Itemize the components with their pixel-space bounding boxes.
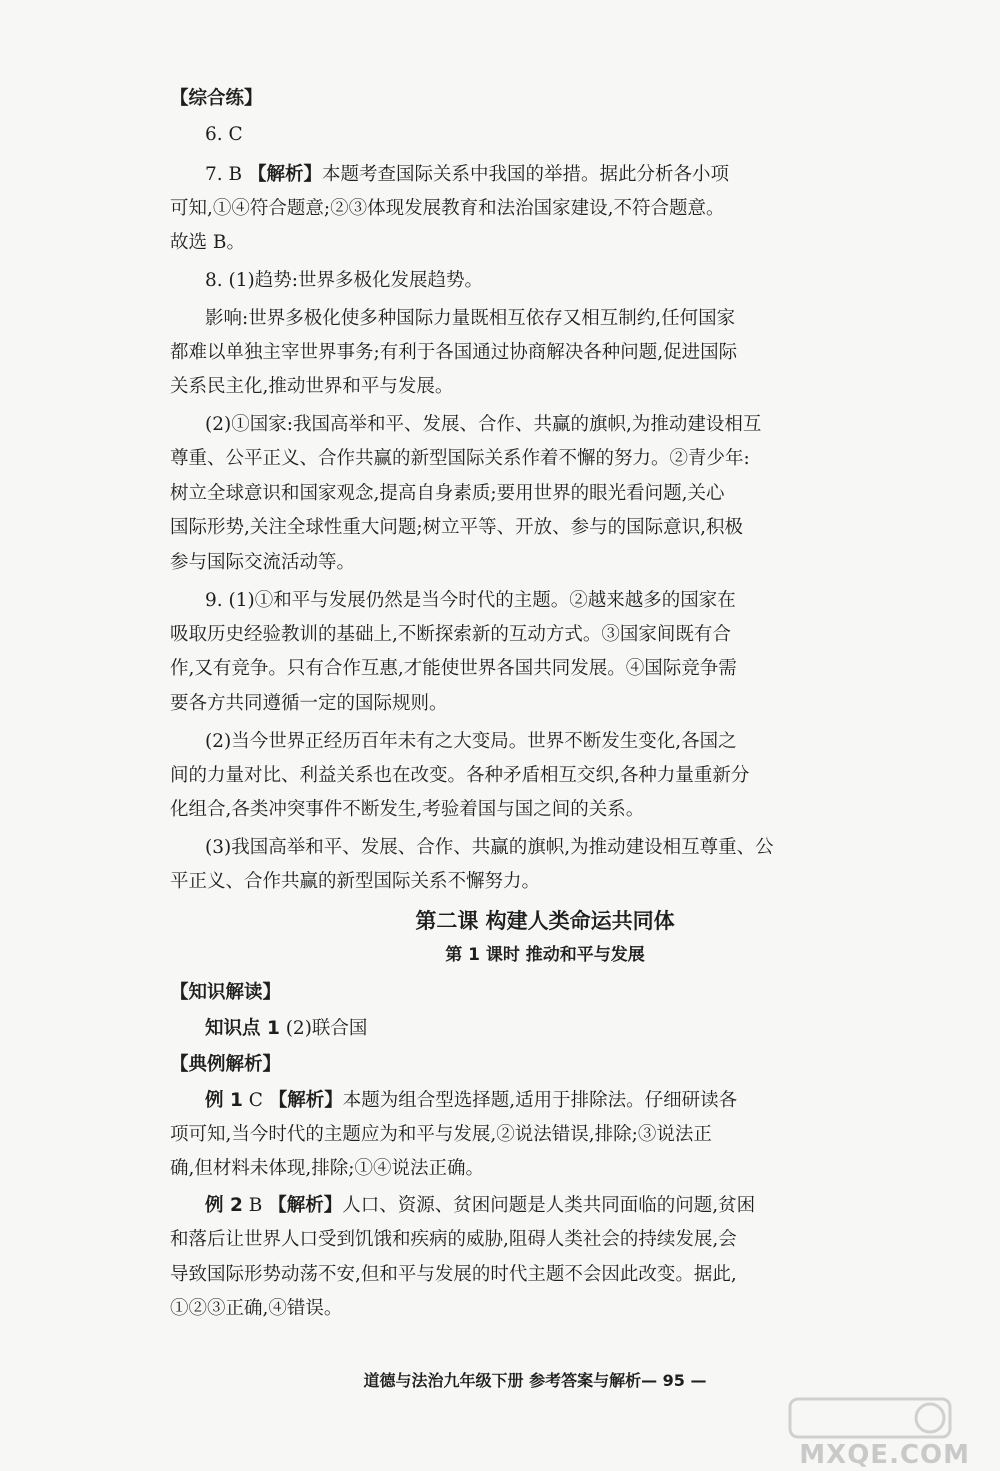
answer-q7-line2: 可知,①④符合题意;②③体现发展教育和法治国家建设,不符合题意。	[170, 198, 725, 219]
example-2-line3: 导致国际形势动荡不安,但和平与发展的时代主题不会因此改变。据此,	[170, 1264, 737, 1285]
answer-q6: 6. C	[205, 124, 243, 145]
period-title: 第 1 课时 推动和平与发展	[445, 945, 645, 965]
section-heading-knowledge: 【知识解读】	[170, 982, 282, 1003]
watermark-text: MXQE.COM	[799, 1440, 970, 1470]
knowledge-point-1: 知识点 1 (2)联合国	[205, 1018, 368, 1039]
example-1-line3: 确,但材料未体现,排除;①④说法正确。	[170, 1158, 484, 1179]
answer-q8-line9: 参与国际交流活动等。	[170, 552, 356, 573]
example-2-line1: 例 2 B 【解析】人口、资源、贫困问题是人类共同面临的问题,贫困	[205, 1195, 756, 1216]
answer-q9-line2: 吸取历史经验教训的基础上,不断探索新的互动方式。③国家间既有合	[170, 624, 731, 645]
answer-q9-line9: 平正义、合作共赢的新型国际关系不懈努力。	[170, 871, 541, 892]
answer-q8-line5: (2)①国家:我国高举和平、发展、合作、共赢的旗帜,为推动建设相互	[205, 414, 762, 435]
answer-q8-line8: 国际形势,关注全球性重大问题;树立平等、开放、参与的国际意识,积极	[170, 517, 743, 538]
answer-q9-line8: (3)我国高举和平、发展、合作、共赢的旗帜,为推动建设相互尊重、公	[205, 837, 774, 858]
answer-q8-line3: 都难以单独主宰世界事务;有利于各国通过协商解决各种问题,促进国际	[170, 342, 738, 363]
section-heading-examples: 【典例解析】	[170, 1054, 282, 1075]
example-2-line4: ①②③正确,④错误。	[170, 1298, 343, 1319]
example-1-line1: 例 1 C 【解析】本题为组合型选择题,适用于排除法。仔细研读各	[205, 1090, 738, 1111]
answer-q7-line3: 故选 B。	[170, 232, 245, 253]
analysis-tag: 【解析】	[248, 164, 323, 185]
answer-q8-line7: 树立全球意识和国家观念,提高自身素质;要用世界的眼光看问题,关心	[170, 483, 725, 504]
example-1-line2: 项可知,当今时代的主题应为和平与发展,②说法错误,排除;③说法正	[170, 1124, 712, 1145]
answer-q8-line1: 8. (1)趋势:世界多极化发展趋势。	[205, 270, 483, 291]
answer-q7-line1: 7. B 【解析】本题考查国际关系中我国的举措。据此分析各小项	[205, 164, 730, 185]
answer-q8-line2: 影响:世界多极化使多种国际力量既相互依存又相互制约,任何国家	[205, 308, 736, 329]
lesson-title: 第二课 构建人类命运共同体	[415, 909, 675, 933]
analysis-tag: 【解析】	[268, 1195, 343, 1216]
section-heading-comprehensive: 【综合练】	[170, 88, 263, 109]
answer-q9-line5: (2)当今世界正经历百年未有之大变局。世界不断发生变化,各国之	[205, 731, 737, 752]
answer-q8-line6: 尊重、公平正义、合作共赢的新型国际关系作着不懈的努力。②青少年:	[170, 448, 750, 469]
answer-q9-line7: 化组合,各类冲突事件不断发生,考验着国与国之间的关系。	[170, 799, 645, 820]
answer-q8-line4: 关系民主化,推动世界和平与发展。	[170, 376, 454, 397]
answer-q9-line3: 作,又有竞争。只有合作互惠,才能使世界各国共同发展。④国际竞争需	[170, 658, 737, 679]
example-2-line2: 和落后让世界人口受到饥饿和疾病的威胁,阻碍人类社会的持续发展,会	[170, 1229, 737, 1250]
page-footer: 道德与法治九年级下册 参考答案与解析— 95 —	[363, 1371, 707, 1390]
analysis-tag: 【解析】	[268, 1090, 343, 1111]
answer-q9-line6: 间的力量对比、利益关系也在改变。各种矛盾相互交织,各种力量重新分	[170, 765, 750, 786]
answer-q9-line1: 9. (1)①和平与发展仍然是当今时代的主题。②越来越多的国家在	[205, 590, 736, 611]
answer-q9-line4: 要各方共同遵循一定的国际规则。	[170, 693, 448, 714]
